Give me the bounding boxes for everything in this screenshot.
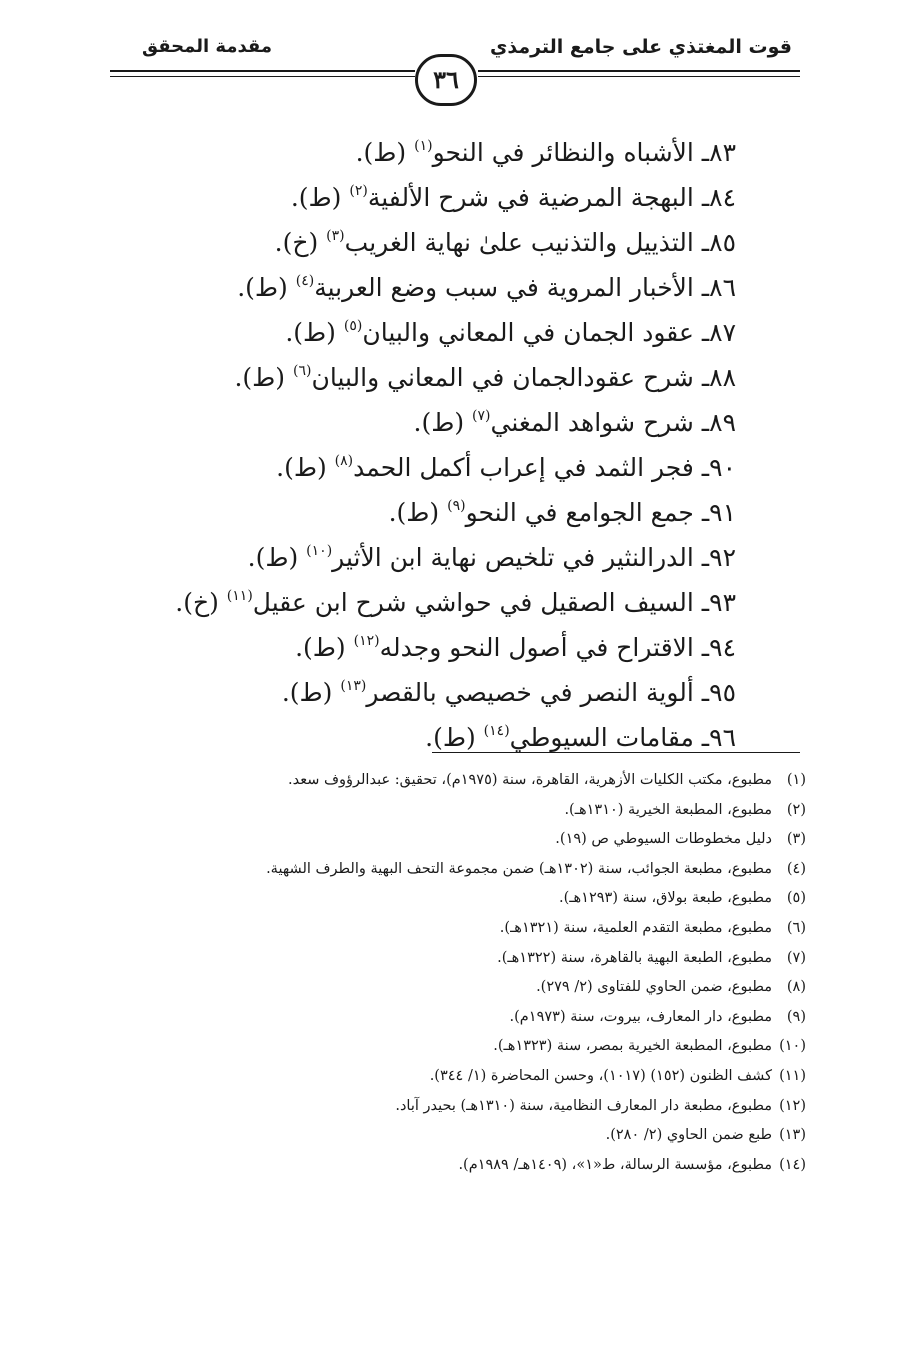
entry-status: (خ). (175, 588, 227, 617)
header-rule-left (110, 70, 415, 72)
header-rule-left-thin (110, 76, 415, 77)
page-number: ٣٦ (415, 54, 477, 106)
footnote-text: مطبوع، المطبعة الخيرية بمصر، سنة (١٣٢٣هـ). (493, 1038, 772, 1055)
footnote-ref: (٤) (295, 272, 315, 289)
footnote-text: مطبوع، الطبعة البهية بالقاهرة، سنة (١٣٢٢هـ). (497, 949, 772, 966)
footnote-number: (٨) (786, 979, 806, 996)
header-rule-right (478, 70, 800, 72)
footnote-text: مطبوع، مطبعة دار المعارف النظامية، سنة (١٣١٠هـ) بحيدر آباد. (395, 1097, 772, 1114)
footnote-ref: (١١) (226, 587, 253, 604)
footnote-text: مطبوع، مطبعة الجوائب، سنة (١٣٠٢هـ) ضمن مجموعة التحف البهية والطرف الشهية. (266, 860, 772, 877)
footnote-ref: (١٤) (483, 722, 510, 739)
footnote-separator (432, 752, 800, 753)
footnote-number: (١) (786, 772, 806, 788)
footnote-text: مطبوع، مؤسسة الرسالة، ط«١»، (١٤٠٩هـ/ ١٩٨٩م). (458, 1156, 772, 1173)
footnote-ref: (٦) (293, 362, 312, 379)
book-title: قوت المغتذي على جامع الترمذي (489, 36, 792, 58)
footnote-text: مطبوع، ضمن الحاوي للفتاوى (٢/ ٢٧٩). (536, 979, 772, 996)
list-item (96, 490, 736, 535)
footnote-text: مطبوع، مكتب الكليات الأزهرية، القاهرة، سنة (١٩٧٥م)، تحقيق: عبدالرؤوف سعد. (288, 772, 772, 788)
entry-title: ٩٣ـ السيف الصقيل في حواشي شرح ابن عقيل (252, 588, 736, 617)
footnote-ref: (١٠) (306, 542, 333, 559)
footnote-number: (٥) (786, 890, 806, 907)
footnote-number: (٤) (786, 860, 806, 877)
entry-title: ٩٥ـ ألوية النصر في خصيصي بالقصر (366, 678, 736, 707)
footnote-ref: (٣) (326, 227, 345, 244)
footnote-number: (٧) (786, 949, 806, 966)
footnote-number: (١٠) (779, 1038, 806, 1055)
footnote (106, 1032, 806, 1062)
footnote-ref: (٨) (334, 452, 354, 469)
entry-status: (ط). (413, 408, 473, 437)
entry-title: ٨٤ـ البهجة المرضية في شرح الألفية (367, 183, 736, 212)
footnote (106, 1151, 806, 1181)
entry-title: ٩٦ـ مقامات السيوطي (509, 723, 736, 752)
footnote (106, 825, 806, 855)
footnote-text: مطبوع، دار المعارف، بيروت، سنة (١٩٧٣م). (509, 1008, 772, 1025)
footnote-text: مطبوع، مطبعة التقدم العلمية، سنة (١٣٢١هـ). (499, 919, 772, 936)
footnote-ref: (٩) (447, 497, 466, 514)
footnote-ref: (١٣) (340, 677, 367, 694)
footnote-number: (٦) (786, 919, 806, 936)
footnote (106, 1062, 806, 1092)
entry-status: (ط). (295, 633, 354, 662)
entry-title: ٨٦ـ الأخبار المروية في سبب وضع العربية (314, 273, 736, 302)
entry-title: ٨٥ـ التذييل والتذنيب علىٰ نهاية الغريب (344, 228, 736, 257)
footnote-ref: (٧) (472, 407, 491, 424)
footnote (106, 1003, 806, 1033)
entry-title: ٩٤ـ الاقتراح في أصول النحو وجدله (379, 633, 736, 662)
footnote (106, 766, 806, 796)
list-item (96, 130, 736, 175)
footnote-number: (٣) (786, 831, 806, 848)
list-item (96, 355, 736, 400)
footnote-text: دليل مخطوطات السيوطي ص (١٩). (555, 831, 772, 848)
footnote-text: مطبوع، المطبعة الخيرية (١٣١٠هـ). (564, 801, 772, 818)
footnote (106, 855, 806, 885)
list-item (96, 400, 736, 445)
list-item (96, 175, 736, 220)
entry-title: ٩١ـ جمع الجوامع في النحو (465, 498, 736, 527)
footnote-ref: (١٢) (353, 632, 380, 649)
entry-status: (ط). (276, 453, 335, 482)
footnote-number: (١٢) (779, 1097, 806, 1114)
list-item (96, 310, 736, 355)
list-item (96, 670, 736, 715)
entry-status: (ط). (281, 678, 341, 707)
entry-status: (ط). (290, 183, 350, 212)
entry-status: (ط). (237, 273, 296, 302)
list-item (96, 580, 736, 625)
footnote-ref: (١) (414, 137, 433, 154)
entry-title: ٩٢ـ الدرالنثير في تلخيص نهاية ابن الأثير (332, 543, 736, 572)
list-item (96, 535, 736, 580)
entry-title: ٨٧ـ عقود الجمان في المعاني والبيان (362, 318, 736, 347)
entry-title: ٨٣ـ الأشباه والنظائر في النحو (432, 138, 736, 167)
entry-title: ٨٨ـ شرح عقودالجمان في المعاني والبيان (311, 363, 736, 392)
footnote-text: كشف الظنون (١٥٢) (١٠١٧)، وحسن المحاضرة (١/ ٣٤٤). (429, 1067, 772, 1084)
entry-title: ٨٩ـ شرح شواهد المغني (490, 408, 736, 437)
entry-status: (ط). (247, 543, 307, 572)
entry-status: (ط). (425, 723, 484, 752)
footnote-text: طبع ضمن الحاوي (٢/ ٢٨٠). (605, 1127, 772, 1144)
footnote (106, 914, 806, 944)
list-item (96, 715, 736, 760)
list-item (96, 625, 736, 670)
entry-status: (ط). (234, 363, 294, 392)
footnote-text: مطبوع، طبعة بولاق، سنة (١٢٩٣هـ). (559, 890, 772, 907)
footnote (106, 1121, 806, 1151)
entry-status: (خ). (274, 228, 327, 257)
footnote (106, 973, 806, 1003)
footnote (106, 1092, 806, 1122)
footnotes (106, 766, 806, 1180)
list-item (96, 445, 736, 490)
entry-status: (ط). (285, 318, 344, 347)
footnote (106, 884, 806, 914)
footnote (106, 944, 806, 974)
footnote (106, 796, 806, 826)
entry-status: (ط). (355, 138, 415, 167)
book-list (96, 130, 736, 760)
list-item (96, 265, 736, 310)
footnote-number: (١١) (779, 1067, 806, 1084)
section-title: مقدمة المحقق (142, 36, 272, 57)
footnote-number: (١٣) (779, 1127, 806, 1144)
footnote-ref: (٥) (343, 317, 363, 334)
footnote-number: (٩) (786, 1008, 806, 1025)
header-rule-right-thin (478, 76, 800, 77)
footnote-number: (٢) (786, 801, 806, 818)
footnote-ref: (٢) (349, 182, 368, 199)
footnote-number: (١٤) (779, 1156, 806, 1173)
entry-status: (ط). (388, 498, 448, 527)
list-item (96, 220, 736, 265)
entry-title: ٩٠ـ فجر الثمد في إعراب أكمل الحمد (353, 453, 736, 482)
